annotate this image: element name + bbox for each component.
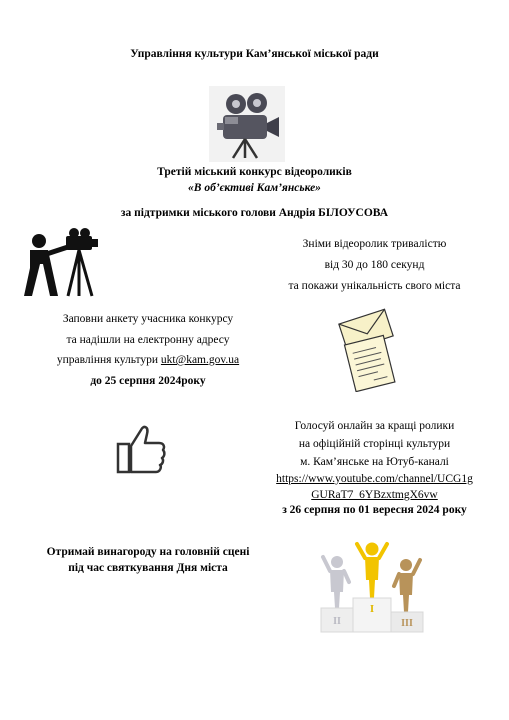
youtube-link-line2[interactable]: GURaT7_6YBzxtmgX6vw [311, 489, 438, 501]
step2-line3 [20, 352, 276, 368]
step3-line3: м. Кам’янське на Ютуб-каналі [300, 456, 449, 468]
step1-line3: та покажи унікальність свого міста [288, 280, 461, 292]
voting-dates: з 26 серпня по 01 вересня 2024 року [282, 504, 467, 516]
contest-title: Третій міський конкурс відеороликів [157, 166, 352, 178]
youtube-link-line1[interactable]: https://www.youtube.com/channel/UCG1g [276, 473, 473, 485]
step3-line1: Голосуй онлайн за кращі ролики [294, 420, 455, 432]
winners-podium-icon [313, 540, 433, 635]
step3-line2: на офіційній сторінці культури [298, 438, 451, 450]
thumbs-up-icon [115, 420, 167, 476]
step4-line2: під час святкування Дня міста [68, 562, 228, 574]
step2-line1: Заповни анкету учасника конкурсу [62, 313, 234, 325]
podium-label-center: I [369, 603, 375, 615]
step1-line1: Зніми відеоролик тривалістю [302, 238, 447, 250]
step4-line1: Отримай винагороду на головній сцені [46, 546, 250, 558]
podium-label-right: III [401, 618, 413, 629]
contest-name: «В об’єктиві Кам’янське» [188, 182, 321, 194]
camera-operator-icon [22, 228, 100, 298]
org-header: Управління культури Кам’янської міської ради [130, 48, 379, 60]
movie-camera-icon [209, 86, 285, 162]
support-line: за підтримки міського голови Андрія БІЛОУСОВА [120, 207, 389, 219]
email-link[interactable]: ukt@kam.gov.ua [160, 354, 240, 366]
step2-line2: та надішли на електронну адресу [66, 334, 230, 346]
podium-label-left: II [333, 616, 341, 627]
step2-line3-prefix: управління культури [56, 354, 161, 366]
envelope-letter-icon [336, 306, 406, 392]
step1-line2: від 30 до 180 секунд [324, 259, 425, 271]
step2-deadline: до 25 серпня 2024року [90, 375, 206, 387]
